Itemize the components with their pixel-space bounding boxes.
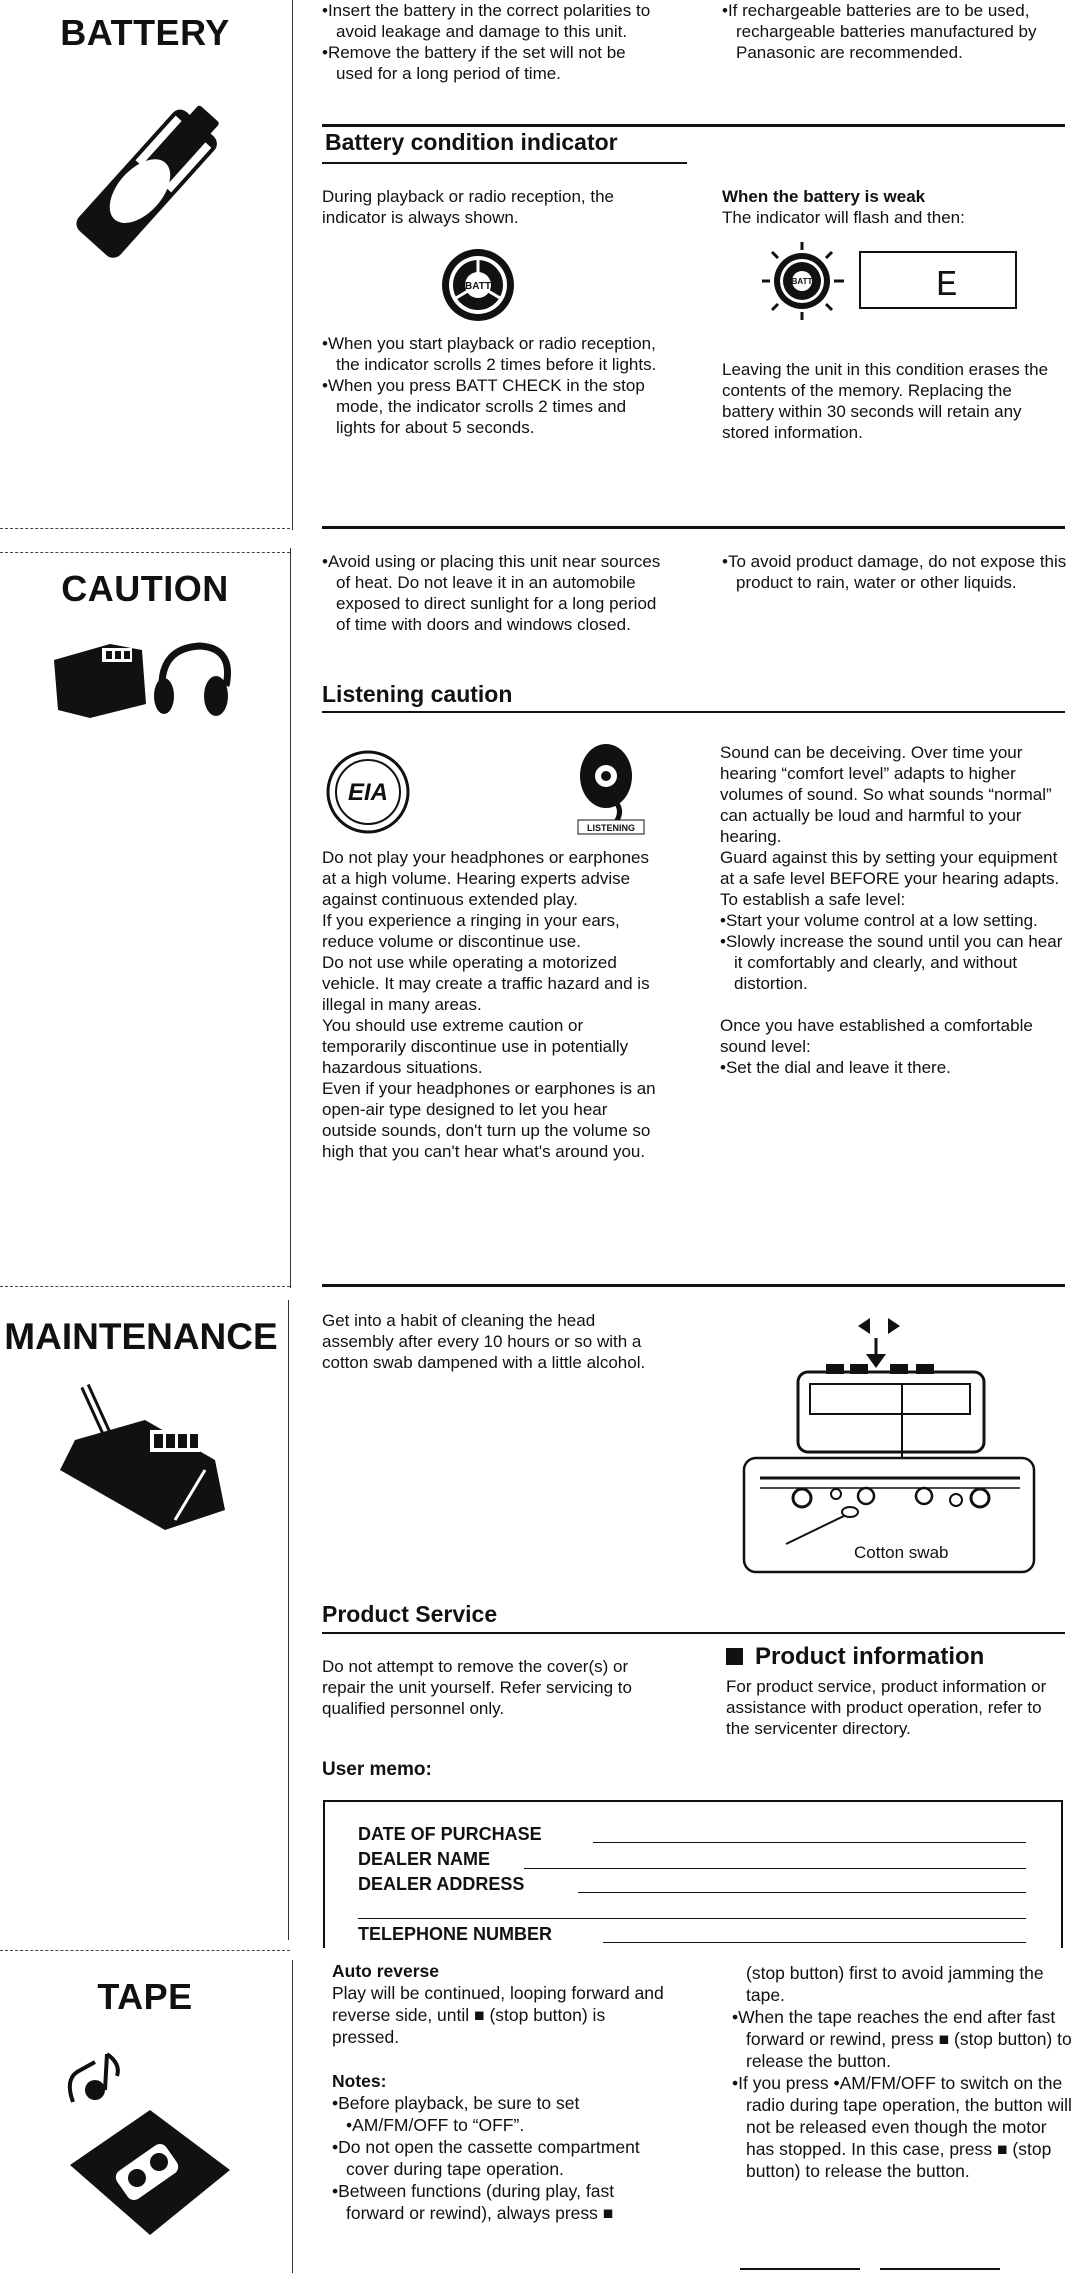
bullet-text: •When the tape reaches the end after fast forward or rewind, press ■ (stop button) to release the button. bbox=[732, 2007, 1072, 2071]
battery-indicator-heading: Battery condition indicator bbox=[325, 129, 618, 155]
section-divider bbox=[0, 1286, 290, 1287]
head-cleaning-diagram bbox=[740, 1318, 1040, 1578]
heading-underline bbox=[322, 1632, 1065, 1634]
maintenance-text: Get into a habit of cleaning the head assembly after every 10 hours or so with a cotton swab dampened with a little alcohol. bbox=[322, 1311, 646, 1372]
paragraph: Sound can be deceiving. Over time your hearing “comfort level” adapts to higher volumes of sound. So what sounds “normal” can actually be loud and harmful to your hearing. bbox=[720, 743, 1052, 846]
left-rule bbox=[290, 548, 291, 1288]
paragraph: Once you have established a comfortable sound level: bbox=[720, 1016, 1033, 1056]
battery-weak-heading: When the battery is weak bbox=[722, 187, 926, 206]
square-bullet-icon bbox=[726, 1648, 743, 1665]
battery-indicator-notes bbox=[322, 333, 662, 438]
bullet-text: •Between functions (during play, fast forward or rewind), always press ■ bbox=[332, 2181, 615, 2223]
batt-indicator-icon bbox=[436, 246, 520, 324]
eia-label: EIA bbox=[347, 779, 389, 806]
memo-label-dealer: DEALER NAME bbox=[358, 1849, 491, 1869]
caution-right-bullet bbox=[722, 551, 1067, 593]
memo-line bbox=[603, 1942, 1026, 1943]
section-title-caution: CAUTION bbox=[61, 568, 229, 609]
bullet-text: •Do not open the cassette compartment cover during tape operation. bbox=[332, 2137, 640, 2179]
bullet-text: •Insert the battery in the correct polarities to avoid leakage and damage to this unit. bbox=[322, 1, 651, 41]
section-title-maintenance: MAINTENANCE bbox=[4, 1316, 278, 1357]
paragraph: If you experience a ringing in your ears, reduce volume or discontinue use. bbox=[322, 911, 620, 951]
tape-illustration bbox=[55, 2050, 235, 2250]
caution-left-bullet bbox=[322, 551, 662, 635]
section-title-tape: TAPE bbox=[97, 1976, 193, 2017]
listening-left-text bbox=[322, 847, 662, 1162]
listening-caution-heading: Listening caution bbox=[322, 681, 513, 707]
cleaning-illustration bbox=[55, 1380, 235, 1550]
paragraph: You should use extreme caution or temporarily discontinue use in potentially hazardous situations. bbox=[322, 1016, 629, 1077]
bullet-text: •Set the dial and leave it there. bbox=[720, 1058, 951, 1077]
product-information-heading bbox=[726, 1643, 985, 1670]
left-rule bbox=[292, 1960, 293, 2273]
bullet-text: •Remove the battery if the set will not be used for a long period of time. bbox=[322, 43, 626, 83]
paragraph: Guard against this by setting your equipment at a safe level BEFORE your hearing adapts. bbox=[720, 848, 1060, 888]
eia-logo bbox=[322, 748, 414, 836]
bullet-text: •If rechargeable batteries are to be used, rechargeable batteries manufactured by Panasonic are recommended. bbox=[722, 1, 1037, 62]
listening-right-text bbox=[720, 742, 1067, 1078]
battery-indicator-intro: During playback or radio reception, the indicator is always shown. bbox=[322, 187, 614, 227]
section-title-battery: BATTERY bbox=[60, 12, 230, 53]
footer-rule bbox=[880, 2268, 1000, 2270]
listening-logo bbox=[570, 740, 652, 840]
memo-line bbox=[578, 1892, 1026, 1893]
bullet-text: •Avoid using or placing this unit near sources of heat. Do not leave it in an automobile exposed to direct sunlight for a long period of time with doors and windows closed. bbox=[322, 552, 661, 634]
tape-right-text bbox=[732, 1962, 1072, 2182]
bullet-text: •When you start playback or radio reception, the indicator scrolls 2 times before it lights. bbox=[322, 334, 657, 374]
memo-line bbox=[358, 1918, 1026, 1919]
memo-line bbox=[593, 1842, 1026, 1843]
auto-reverse-text: Play will be continued, looping forward and reverse side, until ■ (stop button) is pressed. bbox=[332, 1983, 664, 2047]
product-service-text: Do not attempt to remove the cover(s) or repair the unit yourself. Refer servicing to qualified personnel only. bbox=[322, 1657, 632, 1718]
product-service-heading: Product Service bbox=[322, 1601, 498, 1627]
cassette-headphones-illustration bbox=[50, 630, 240, 720]
batt-weak-display bbox=[760, 240, 1020, 330]
notes-heading: Notes: bbox=[332, 2071, 387, 2091]
memo-label-date: DATE OF PURCHASE bbox=[358, 1824, 542, 1844]
section-rule bbox=[322, 1284, 1065, 1287]
memo-line bbox=[524, 1868, 1026, 1869]
display-char: E bbox=[936, 265, 958, 306]
bullet-text: •When you press BATT CHECK in the stop mode, the indicator scrolls 2 times and lights for about 5 seconds. bbox=[322, 376, 645, 437]
paragraph: To establish a safe level: bbox=[720, 890, 906, 909]
battery-weak-notes: Leaving the unit in this condition erases the contents of the memory. Replacing the battery within 30 seconds will retain any stored information. bbox=[722, 360, 1049, 442]
paragraph: Do not play your headphones or earphones at a high volume. Hearing experts advise against continuous extended play. bbox=[322, 848, 650, 909]
footer-rule bbox=[740, 2268, 860, 2270]
auto-reverse-heading: Auto reverse bbox=[332, 1961, 439, 1981]
batt-label: BATT bbox=[791, 277, 813, 286]
battery-weak-text: The indicator will flash and then: bbox=[722, 208, 965, 227]
tape-left-text bbox=[332, 1960, 672, 2224]
bullet-text: •Before playback, be sure to set •AM/FM/OFF to “OFF”. bbox=[332, 2093, 580, 2135]
section-divider bbox=[0, 528, 290, 529]
left-rule bbox=[292, 0, 293, 530]
left-rule bbox=[288, 1300, 289, 1940]
section-rule bbox=[322, 526, 1065, 529]
section-divider bbox=[0, 552, 290, 553]
bullet-text: •To avoid product damage, do not expose this product to rain, water or other liquids. bbox=[722, 552, 1067, 592]
battery-right-bullets bbox=[722, 0, 1067, 63]
paragraph: Do not use while operating a motorized vehicle. It may create a traffic hazard and is illegal in many areas. bbox=[322, 953, 650, 1014]
battery-left-bullets bbox=[322, 0, 667, 84]
section-divider bbox=[0, 1950, 290, 1951]
cotton-swab-label: Cotton swab bbox=[854, 1543, 949, 1562]
listening-badge: LISTENING bbox=[586, 823, 636, 833]
bullet-text: •Start your volume control at a low setting. bbox=[720, 911, 1038, 930]
heading-underline bbox=[322, 162, 687, 164]
heading-rule bbox=[322, 124, 1065, 127]
battery-illustration bbox=[55, 80, 245, 280]
bullet-text: •If you press •AM/FM/OFF to switch on the radio during tape operation, the button will not be released even though the motor has stopped. In this case, press ■ (stop button) to release the button. bbox=[732, 2073, 1072, 2181]
batt-label: BATT bbox=[465, 281, 491, 292]
paragraph: Even if your headphones or earphones is an open-air type designed to let you hear outside sounds, don't turn up the volume so high that you can't hear what's around you. bbox=[322, 1079, 656, 1161]
heading-underline bbox=[322, 711, 1065, 713]
bullet-text: •Slowly increase the sound until you can hear it comfortably and clearly, and without distortion. bbox=[720, 932, 1063, 993]
memo-label-address: DEALER ADDRESS bbox=[358, 1874, 525, 1894]
memo-label-telephone: TELEPHONE NUMBER bbox=[358, 1924, 553, 1944]
user-memo-heading: User memo: bbox=[322, 1759, 432, 1780]
product-information-text: For product service, product information or assistance with product operation, refer to the servicenter directory. bbox=[726, 1677, 1047, 1738]
continued-text: (stop button) first to avoid jamming the tape. bbox=[746, 1963, 1044, 2005]
heading-text: Product information bbox=[755, 1643, 985, 1670]
